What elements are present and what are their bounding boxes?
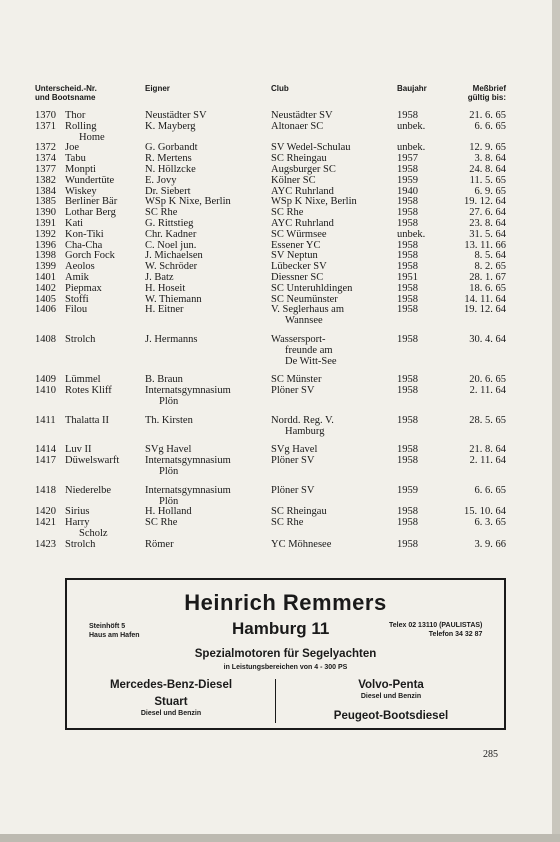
build-year: 1958 bbox=[397, 293, 418, 305]
owner-name: W. Schröder bbox=[145, 261, 198, 273]
ad-location: Haus am Hafen bbox=[89, 632, 140, 639]
build-year: 1958 bbox=[397, 333, 418, 345]
owner-name: B. Braun bbox=[145, 374, 183, 386]
club-name: Plöner SV bbox=[271, 385, 315, 397]
owner-name: WSp K Nixe, Berlin bbox=[145, 196, 231, 208]
owner-name: R. Mertens bbox=[145, 153, 192, 165]
club-name: SC Würmsee bbox=[271, 228, 327, 240]
ad-brand-peugeot: Peugeot-Bootsdiesel bbox=[333, 710, 449, 722]
owner-name: J. Michaelsen bbox=[145, 250, 203, 262]
owner-name: J. Batz bbox=[145, 271, 174, 283]
boat-name: Wiskey bbox=[65, 185, 97, 197]
ad-company-name: Heinrich Remmers bbox=[184, 590, 387, 615]
build-year: 1958 bbox=[397, 282, 418, 294]
page-bottom-edge bbox=[0, 834, 560, 842]
certificate-date: 19. 12. 64 bbox=[464, 304, 506, 316]
ad-street: Steinhöft 5 bbox=[89, 623, 126, 630]
boat-number: 1374 bbox=[35, 153, 56, 165]
owner-name: C. Noel jun. bbox=[145, 239, 197, 251]
build-year: 1958 bbox=[397, 385, 418, 397]
boat-name: Lümmel bbox=[65, 374, 101, 386]
owner-name: SC Rhe bbox=[145, 517, 178, 529]
table-row bbox=[0, 456, 560, 467]
club-name: Wassersport- bbox=[271, 333, 326, 345]
boat-number: 1409 bbox=[35, 374, 56, 386]
boat-number: 1401 bbox=[35, 271, 56, 283]
club-name: Neustädter SV bbox=[271, 110, 333, 121]
certificate-date: 6. 6. 65 bbox=[474, 484, 506, 496]
table-row bbox=[0, 397, 560, 408]
boat-name: Luv II bbox=[65, 444, 92, 456]
boat-number: 1392 bbox=[35, 228, 56, 240]
boat-name: Berliner Bär bbox=[65, 196, 118, 208]
boat-number: 1410 bbox=[35, 385, 56, 397]
owner-name: H. Eitner bbox=[145, 304, 184, 316]
ad-left-column bbox=[71, 678, 271, 718]
club-name: freunde am bbox=[285, 344, 333, 356]
ad-brand-volvo-sub: Diesel und Benzin bbox=[360, 693, 422, 700]
boat-name: Stoffi bbox=[65, 293, 89, 305]
boat-name: Thor bbox=[65, 110, 86, 121]
build-year: 1958 bbox=[397, 250, 418, 262]
boat-number: 1382 bbox=[35, 174, 56, 186]
table-row bbox=[0, 230, 560, 241]
club-name: SC Rheingau bbox=[271, 153, 327, 165]
table-row bbox=[0, 284, 560, 295]
owner-name: Plön bbox=[159, 495, 179, 507]
build-year: 1958 bbox=[397, 261, 418, 273]
table-row bbox=[0, 427, 560, 438]
certificate-date: 3. 9. 66 bbox=[474, 538, 506, 550]
owner-name: H. Hoseit bbox=[145, 282, 186, 294]
ad-address bbox=[89, 622, 140, 640]
ad-phone: Telefon 34 32 87 bbox=[428, 631, 483, 638]
certificate-date: 8. 2. 65 bbox=[474, 261, 506, 273]
boat-name: Tabu bbox=[65, 153, 86, 165]
ad-telex: Telex 02 13110 (PAULISTAS) bbox=[389, 622, 483, 629]
club-name: SC Münster bbox=[271, 374, 322, 386]
certificate-date: 6. 6. 65 bbox=[474, 120, 506, 132]
club-name: SC Neumünster bbox=[271, 293, 338, 305]
build-year: 1959 bbox=[397, 484, 418, 496]
boat-name: Cha-Cha bbox=[65, 239, 103, 251]
boat-name: Filou bbox=[65, 304, 88, 316]
boat-number: 1420 bbox=[35, 506, 56, 518]
ad-brand-mercedes: Mercedes-Benz-Diesel bbox=[109, 679, 233, 691]
header-number-name bbox=[35, 84, 97, 102]
build-year: 1958 bbox=[397, 455, 418, 467]
ad-brand-stuart-sub: Diesel und Benzin bbox=[140, 710, 202, 717]
certificate-date: 20. 6. 65 bbox=[469, 374, 506, 386]
club-name: SC Rheingau bbox=[271, 506, 327, 518]
certificate-date: 15. 10. 64 bbox=[464, 506, 506, 518]
boat-number: 1398 bbox=[35, 250, 56, 262]
build-year: 1958 bbox=[397, 414, 418, 426]
certificate-date: 30. 4. 64 bbox=[469, 333, 506, 345]
boat-name: Lothar Berg bbox=[65, 207, 116, 219]
owner-name: G. Rittstieg bbox=[145, 217, 194, 229]
boat-name: Gorch Fock bbox=[65, 250, 115, 262]
header-nr-line2: und Bootsname bbox=[35, 93, 96, 102]
header-owner: Eigner bbox=[145, 84, 170, 93]
build-year: 1958 bbox=[397, 517, 418, 529]
build-year: 1958 bbox=[397, 207, 418, 219]
owner-name: G. Gorbandt bbox=[145, 142, 198, 154]
owner-name: SC Rhe bbox=[145, 207, 178, 219]
ad-brand-volvo: Volvo-Penta bbox=[358, 679, 424, 691]
boat-number: 1421 bbox=[35, 517, 56, 529]
boat-number: 1384 bbox=[35, 185, 56, 197]
owner-name: Chr. Kadner bbox=[145, 228, 197, 240]
certificate-date: 28. 1. 67 bbox=[469, 271, 506, 283]
boat-name: Strolch bbox=[65, 333, 96, 345]
owner-name: E. Jovy bbox=[145, 174, 177, 186]
certificate-date: 2. 11. 64 bbox=[469, 385, 506, 397]
club-name: SVg Havel bbox=[271, 444, 318, 456]
certificate-date: 24. 8. 64 bbox=[469, 163, 506, 175]
certificate-date: 27. 6. 64 bbox=[469, 207, 506, 219]
owner-name: J. Hermanns bbox=[145, 333, 198, 345]
table-row bbox=[0, 176, 560, 187]
certificate-date: 19. 12. 64 bbox=[464, 196, 506, 208]
owner-name: Internatsgymnasium bbox=[145, 484, 231, 496]
boat-name: Joe bbox=[65, 142, 79, 154]
ad-brand-stuart: Stuart bbox=[154, 696, 188, 708]
boat-name: Kati bbox=[65, 217, 84, 229]
build-year: 1958 bbox=[397, 196, 418, 208]
owner-name: Neustädter SV bbox=[145, 110, 207, 121]
boat-number: 1423 bbox=[35, 538, 56, 550]
owner-name: K. Mayberg bbox=[145, 120, 196, 132]
table-row bbox=[0, 540, 560, 551]
boat-number: 1408 bbox=[35, 333, 56, 345]
boat-number: 1399 bbox=[35, 261, 56, 273]
owner-name: Plön bbox=[159, 465, 179, 477]
ad-divider bbox=[275, 679, 276, 723]
header-mb-line2: gültig bis: bbox=[467, 93, 506, 102]
boat-name: Strolch bbox=[65, 538, 96, 550]
owner-name: Internatsgymnasium bbox=[145, 455, 231, 467]
ad-contact bbox=[389, 621, 482, 639]
certificate-date: 13. 11. 66 bbox=[464, 239, 506, 251]
club-name: AYC Ruhrland bbox=[271, 217, 334, 229]
build-year: 1959 bbox=[397, 174, 418, 186]
boat-number: 1377 bbox=[35, 163, 56, 175]
boat-name: Rolling bbox=[65, 120, 97, 132]
club-name: AYC Ruhrland bbox=[271, 185, 334, 197]
build-year: 1958 bbox=[397, 374, 418, 386]
boat-name: Aeolos bbox=[65, 261, 95, 273]
table-row bbox=[0, 316, 560, 327]
ad-city: Hamburg 11 bbox=[232, 619, 330, 638]
club-name: SC Rhe bbox=[271, 207, 304, 219]
boat-name: Monpti bbox=[65, 163, 96, 175]
table-row bbox=[0, 122, 560, 133]
build-year: 1951 bbox=[397, 271, 418, 283]
certificate-date: 12. 9. 65 bbox=[469, 142, 506, 154]
ad-power-range: in Leistungsbereichen von 4 - 300 PS bbox=[223, 664, 348, 671]
club-name: SC Rhe bbox=[271, 517, 304, 529]
table-row bbox=[0, 305, 560, 316]
owner-name: Römer bbox=[145, 538, 174, 550]
boat-name: Thalatta II bbox=[65, 414, 110, 426]
boat-number: 1417 bbox=[35, 455, 56, 467]
club-name: Lübecker SV bbox=[271, 261, 327, 273]
build-year: 1958 bbox=[397, 506, 418, 518]
certificate-date: 11. 5. 65 bbox=[469, 174, 506, 186]
table-row bbox=[0, 357, 560, 368]
certificate-date: 18. 6. 65 bbox=[469, 282, 506, 294]
table-row bbox=[0, 416, 560, 427]
certificate-date: 6. 9. 65 bbox=[474, 185, 506, 197]
boat-number: 1370 bbox=[35, 110, 56, 121]
owner-name: SVg Havel bbox=[145, 444, 192, 456]
boat-number: 1391 bbox=[35, 217, 56, 229]
club-name: Wannsee bbox=[285, 315, 323, 327]
boat-name: Düwelswarft bbox=[65, 455, 120, 467]
owner-name: N. Höllzcke bbox=[145, 163, 196, 175]
owner-name: Internatsgymnasium bbox=[145, 385, 231, 397]
table-row bbox=[0, 335, 560, 346]
table-row bbox=[0, 486, 560, 497]
owner-name: W. Thiemann bbox=[145, 293, 202, 305]
header-nr-line1: Unterscheid.-Nr. bbox=[35, 84, 97, 93]
build-year: 1958 bbox=[397, 444, 418, 456]
table-row bbox=[0, 346, 560, 357]
boat-number: 1371 bbox=[35, 120, 56, 132]
boat-number: 1390 bbox=[35, 207, 56, 219]
club-name: Plöner SV bbox=[271, 484, 315, 496]
owner-name: Th. Kirsten bbox=[145, 414, 193, 426]
owner-name: H. Holland bbox=[145, 506, 192, 518]
club-name: YC Möhnesee bbox=[271, 538, 332, 550]
header-club: Club bbox=[271, 84, 289, 93]
club-name: Plöner SV bbox=[271, 455, 315, 467]
club-name: V. Seglerhaus am bbox=[271, 304, 345, 316]
owner-name: Dr. Siebert bbox=[145, 185, 191, 197]
page-number: 285 bbox=[483, 749, 498, 760]
build-year: unbek. bbox=[397, 120, 426, 132]
table-row bbox=[0, 467, 560, 478]
boat-number: 1411 bbox=[35, 414, 56, 426]
club-name: Diessner SC bbox=[271, 271, 324, 283]
header-mb-line1: Meßbrief bbox=[472, 84, 506, 93]
build-year: 1958 bbox=[397, 239, 418, 251]
club-name: Kölner SC bbox=[271, 174, 316, 186]
build-year: 1958 bbox=[397, 304, 418, 316]
boat-number: 1418 bbox=[35, 484, 56, 496]
build-year: unbek. bbox=[397, 228, 426, 240]
certificate-date: 2. 11. 64 bbox=[469, 455, 506, 467]
build-year: 1958 bbox=[397, 110, 418, 121]
boat-name: Wundertüte bbox=[65, 174, 115, 186]
advertisement bbox=[65, 578, 506, 730]
ad-specialty: Spezialmotoren für Segelyachten bbox=[194, 648, 377, 660]
boat-name: Home bbox=[79, 131, 105, 143]
certificate-date: 21. 8. 64 bbox=[469, 444, 506, 456]
boat-number: 1414 bbox=[35, 444, 56, 456]
certificate-date: 28. 5. 65 bbox=[469, 414, 506, 426]
boat-name: Piepmax bbox=[65, 282, 102, 294]
club-name: WSp K Nixe, Berlin bbox=[271, 196, 357, 208]
boat-number: 1372 bbox=[35, 142, 56, 154]
boat-number: 1396 bbox=[35, 239, 56, 251]
certificate-date: 23. 8. 64 bbox=[469, 217, 506, 229]
boat-name: Niederelbe bbox=[65, 484, 112, 496]
club-name: Augsburger SC bbox=[271, 163, 336, 175]
boat-table bbox=[0, 111, 560, 550]
club-name: SV Wedel-Schulau bbox=[271, 142, 351, 154]
boat-number: 1385 bbox=[35, 196, 56, 208]
boat-name: Amik bbox=[65, 271, 89, 283]
build-year: 1957 bbox=[397, 153, 418, 165]
boat-name: Rotes Kliff bbox=[65, 385, 112, 397]
certificate-date: 3. 8. 64 bbox=[474, 153, 506, 165]
club-name: SV Neptun bbox=[271, 250, 318, 262]
header-measurement-certificate bbox=[458, 84, 506, 102]
boat-name: Sirius bbox=[65, 506, 90, 518]
club-name: SC Unteruhldingen bbox=[271, 282, 353, 294]
club-name: Essener YC bbox=[271, 239, 321, 251]
boat-number: 1402 bbox=[35, 282, 56, 294]
ad-right-column bbox=[281, 678, 501, 723]
club-name: Nordd. Reg. V. bbox=[271, 414, 334, 426]
owner-name: Plön bbox=[159, 395, 179, 407]
table-row bbox=[0, 386, 560, 397]
boat-name: Kon-Tiki bbox=[65, 228, 104, 240]
build-year: 1958 bbox=[397, 163, 418, 175]
club-name: De Witt-See bbox=[285, 355, 337, 367]
certificate-date: 21. 6. 65 bbox=[469, 110, 506, 121]
boat-number: 1405 bbox=[35, 293, 56, 305]
certificate-date: 6. 3. 65 bbox=[474, 517, 506, 529]
boat-name: Scholz bbox=[79, 527, 108, 539]
boat-name: Harry bbox=[65, 517, 90, 529]
certificate-date: 8. 5. 64 bbox=[474, 250, 506, 262]
club-name: Hamburg bbox=[285, 425, 325, 437]
club-name: Altonaer SC bbox=[271, 120, 324, 132]
build-year: 1940 bbox=[397, 185, 418, 197]
build-year: 1958 bbox=[397, 538, 418, 550]
build-year: unbek. bbox=[397, 142, 426, 154]
header-year: Baujahr bbox=[397, 84, 427, 93]
certificate-date: 31. 5. 64 bbox=[469, 228, 506, 240]
boat-number: 1406 bbox=[35, 304, 56, 316]
build-year: 1958 bbox=[397, 217, 418, 229]
certificate-date: 14. 11. 64 bbox=[464, 293, 506, 305]
